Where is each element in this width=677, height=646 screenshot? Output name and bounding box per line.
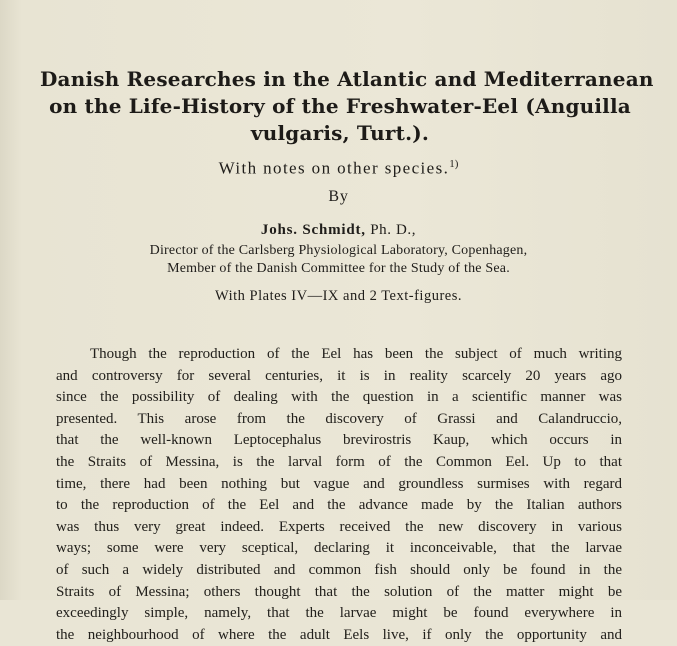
text-line: that the well-known Leptocephalus brevirostris Kaup, which occurs in [56, 432, 622, 449]
text-line: time, there had been nothing but vague and groundless surmises with regard [56, 475, 622, 492]
text-line: Though the reproduction of the Eel has been the subject of much writing [90, 346, 622, 362]
footnote-marker: 1) [449, 158, 459, 170]
plates-note: With Plates IV—IX and 2 Text-figures. [215, 288, 462, 304]
author-name: Johs. Schmidt, [260, 222, 366, 238]
title-line: on the Life-History of the Freshwater-Eel (Anguilla [49, 94, 631, 118]
author-degree: Ph. D., [370, 222, 417, 238]
title-line: Danish Researches in the Atlantic and Mediterranean [40, 67, 654, 91]
author-line [0, 222, 677, 239]
text-line: was thus very great indeed. Experts received the new discovery in various [56, 518, 622, 535]
title-line: vulgaris, Turt.). [250, 121, 430, 145]
text-line: the neighbourhood of where the adult Eels live, if only the opportunity and [56, 626, 622, 643]
article-subtitle [0, 158, 677, 179]
text-line: and controversy for several centuries, it is in reality scarcely 20 years ago [56, 367, 622, 384]
text-line: presented. This arose from the discovery of Grassi and Calandruccio, [56, 410, 622, 427]
subtitle-text: With notes on other species. [218, 158, 450, 178]
body-paragraph [56, 344, 622, 646]
text-line: to the reproduction of the Eel and the advance made by the Italian authors [56, 497, 622, 514]
text-line: exceedingly simple, namely, that the larvae might be found everywhere in [56, 605, 622, 622]
text-line: of such a widely distributed and common fish should only be found in the [56, 561, 622, 578]
text-line: since the possibility of dealing with the question in a scientific manner was [56, 389, 622, 406]
author-affiliation: Director of the Carlsberg Physiological Laboratory, Copenhagen, [149, 243, 528, 258]
byline-by: By [328, 188, 349, 205]
text-line: the Straits of Messina, is the larval form of the Common Eel. Up to that [56, 453, 622, 470]
article-title [40, 66, 654, 147]
author-affiliation: Member of the Danish Committee for the Study of the Sea. [167, 261, 510, 276]
text-line: Straits of Messina; others thought that the solution of the matter might be [56, 583, 622, 600]
text-line: ways; some were very sceptical, declaring it inconceivable, that the larvae [56, 540, 622, 557]
